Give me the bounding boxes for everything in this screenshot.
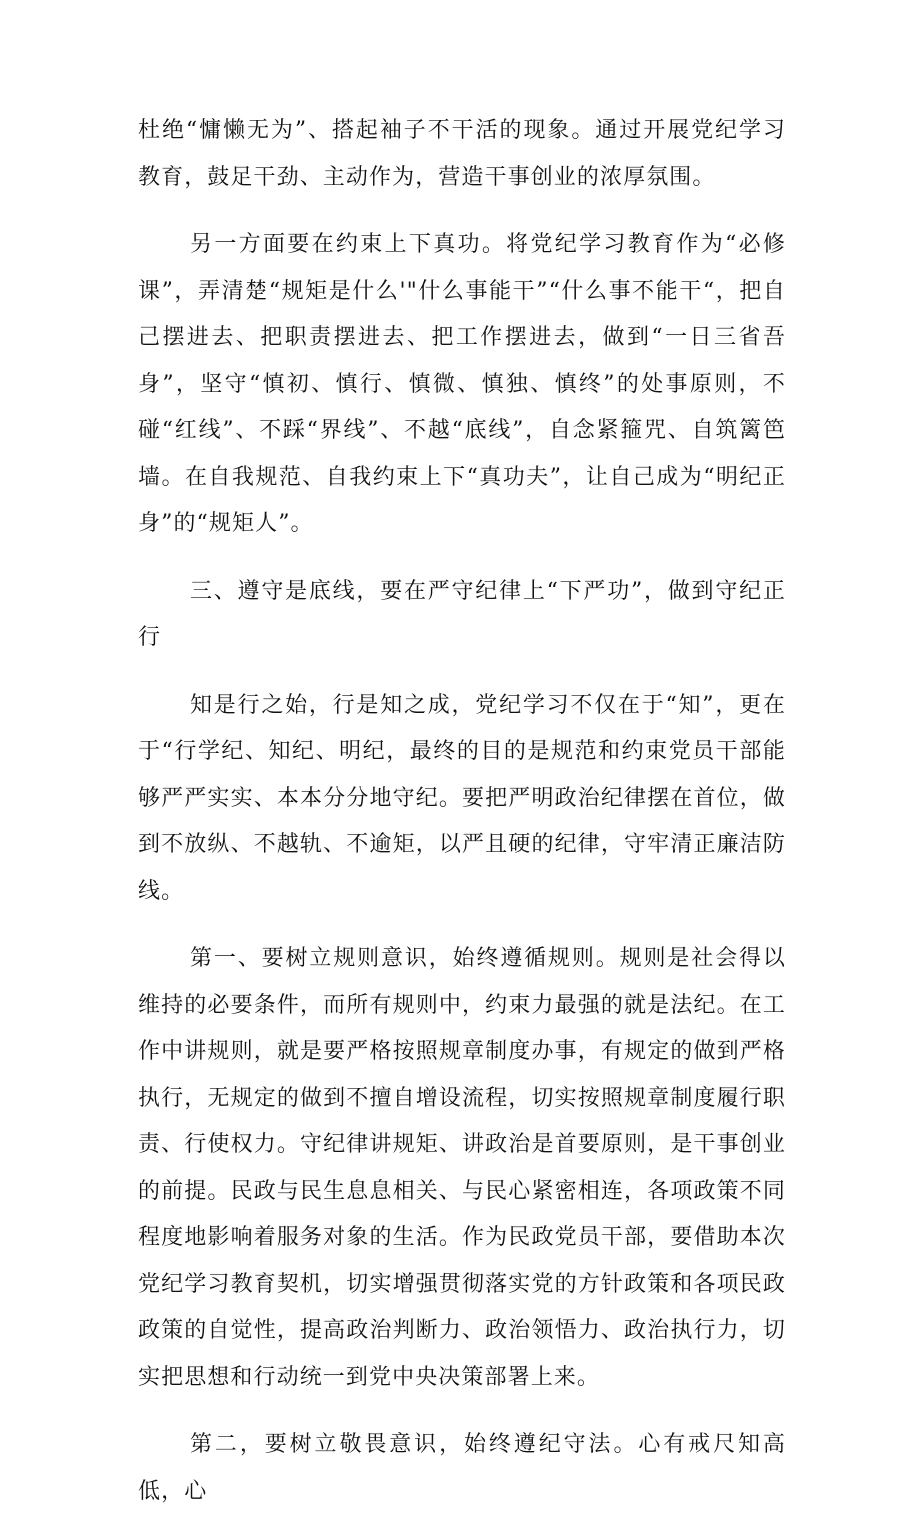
paragraph-5: 第一、要树立规则意识，始终遵循规则。规则是社会得以维持的必要条件，而所有规则中，约束力最强的就是法纪。在工作中讲规则，就是要严格按照规章制度办事，有规定的做到严格执行，无规定的做到不擅自增设流程，切实按照规章制度履行职责、行使权力。守纪律讲规矩、讲政治是首要原则，是干事创业的前提。民政与民生息息相关、与民心紧密相连，各项政策不同程度地影响着服务对象的生活。作为民政党员干部，要借助本次党纪学习教育契机，切实增强贯彻落实党的方针政策和各项民政政策的自觉性，提高政治判断力、政治领悟力、政治执行力，切实把思想和行动统一到党中央决策部署上来。	[138, 946, 786, 1390]
document-body	[138, 108, 786, 1515]
section-heading-3: 三、遵守是底线，要在严守纪律上“下严功”，做到守纪正行	[138, 578, 786, 650]
paragraph-1: 杜绝“慵懒无为”、搭起袖子不干活的现象。通过开展党纪学习教育，鼓足干劲、主动作为，营造干事创业的浓厚氛围。	[138, 118, 786, 190]
paragraph-2: 另一方面要在约束上下真功。将党纪学习教育作为“必修课”，弄清楚“规矩是什么'"什么事能干”“什么事不能干“，把自己摆进去、把职责摆进去、把工作摆进去，做到“一日三省吾身”，坚守“慎初、慎行、慎微、慎独、慎终”的处事原则，不碰“红线”、不踩“界线”、不越“底线”，自念紧箍咒、自筑篱笆墙。在自我规范、自我约束上下“真功夫”，让自己成为“明纪正身”的“规矩人”。	[138, 232, 786, 536]
paragraph-4: 知是行之始，行是知之成，党纪学习不仅在于“知”，更在于“行学纪、知纪、明纪，最终的目的是规范和约束党员干部能够严严实实、本本分分地守纪。要把严明政治纪律摆在首位，做到不放纵、不越轨、不逾矩，以严且硬的纪律，守牢清正廉洁防线。	[138, 692, 786, 904]
paragraph-6: 第二，要树立敬畏意识，始终遵纪守法。心有戒尺知高低，心	[138, 1432, 786, 1504]
